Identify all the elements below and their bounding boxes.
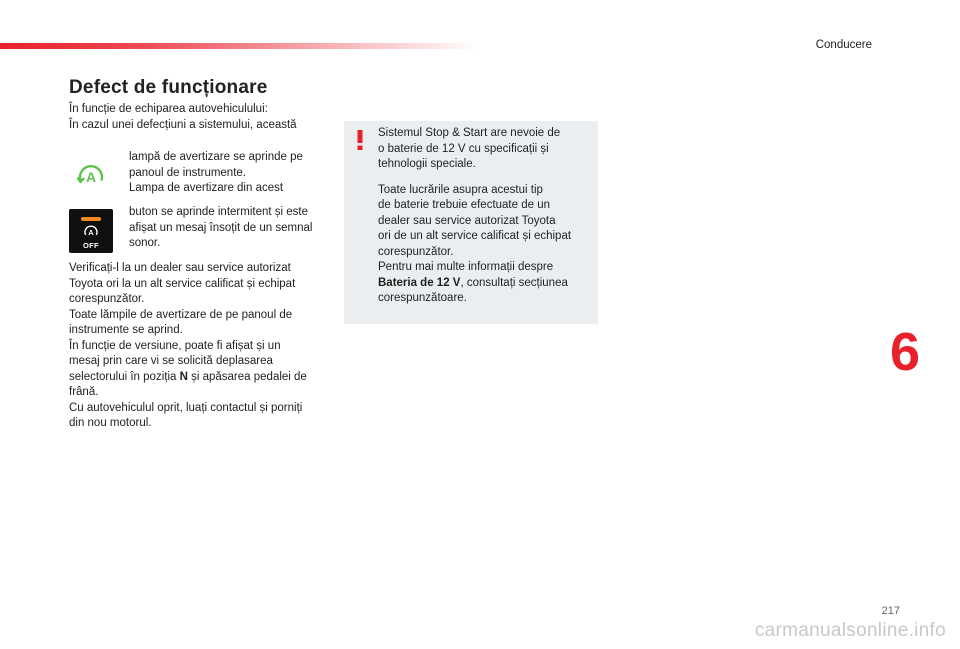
lamp-line: sonor. bbox=[129, 237, 161, 249]
body-text bbox=[69, 261, 331, 432]
watermark: carmanualsonline.info bbox=[754, 620, 946, 641]
ref-suffix: , consultați secțiunea bbox=[460, 276, 568, 289]
lamp-off-text bbox=[129, 205, 329, 252]
body-line: corespunzător. bbox=[69, 293, 145, 305]
battery-reference: Bateria de 12 V bbox=[378, 276, 461, 289]
exclamation-warning-icon bbox=[354, 128, 366, 152]
warning-line: Toate lucrările asupra acestui tip bbox=[378, 183, 543, 196]
body-line: mesaj prin care vi se solicită deplasarea bbox=[69, 355, 273, 367]
intro-text bbox=[69, 102, 339, 133]
page-heading: Defect de funcționare bbox=[69, 77, 268, 98]
intro-line: În cazul unei defecțiuni a sistemului, această bbox=[69, 118, 297, 131]
lamp-icon-letter: A bbox=[85, 169, 97, 185]
body-line: În funcție de versiune, poate fi afișat și un bbox=[69, 339, 281, 352]
warning-line: corespunzător. bbox=[378, 245, 454, 258]
off-button-label: OFF bbox=[83, 241, 99, 250]
warning-line: o baterie de 12 V cu specificații și bbox=[378, 142, 549, 155]
lamp-line: panoul de instrumente. bbox=[129, 166, 246, 179]
warning-line: Pentru mai multe informații despre bbox=[378, 261, 554, 273]
gear-prefix: selectorului în poziția bbox=[69, 370, 180, 383]
warning-line: Sistemul Stop & Start are nevoie de bbox=[378, 127, 561, 139]
lamp-line: Lampa de avertizare din acest bbox=[129, 182, 284, 194]
body-line: Toate lămpile de avertizare de pe panoul de bbox=[69, 308, 293, 321]
body-line: Verificați-l la un dealer sau service autorizat bbox=[69, 262, 291, 274]
gear-suffix: și apăsarea pedalei de bbox=[187, 370, 307, 383]
body-line: frână. bbox=[69, 386, 99, 398]
body-line: Cu autovehiculul oprit, luați contactul și porniți bbox=[69, 401, 303, 414]
lamp-warning-text bbox=[129, 150, 329, 197]
auto-stop-start-warning-icon bbox=[69, 154, 113, 198]
lamp-line: lampă de avertizare se aprinde pe bbox=[129, 151, 303, 163]
body-line: Toyota ori la un alt service calificat și echipat bbox=[69, 277, 296, 290]
warning-text bbox=[378, 126, 590, 307]
warning-line: ori de un alt service calificat și echipat bbox=[378, 230, 572, 242]
header-accent-stripe bbox=[0, 43, 480, 49]
gear-position: N bbox=[179, 370, 188, 383]
lamp-line: buton se aprinde intermitent și este bbox=[129, 206, 308, 218]
warning-line-ref bbox=[378, 276, 590, 292]
off-indicator-bar bbox=[81, 217, 101, 221]
warning-line: de baterie trebuie efectuate de un bbox=[378, 199, 550, 211]
intro-line: În funcție de echiparea autovehiculului: bbox=[69, 103, 268, 115]
warning-line: dealer sau service autorizat Toyota bbox=[378, 214, 556, 227]
lamp-row-off-button bbox=[69, 205, 331, 253]
warning-line: tehnologii speciale. bbox=[378, 158, 476, 170]
chapter-number: 6 bbox=[890, 322, 921, 382]
stop-start-off-button-icon bbox=[69, 209, 113, 253]
body-line-gear bbox=[69, 370, 331, 386]
off-icon-letter: A bbox=[88, 228, 94, 237]
section-title: Conducere bbox=[815, 39, 872, 51]
page-number: 217 bbox=[881, 605, 900, 617]
warning-box bbox=[344, 121, 598, 324]
lamp-line: afișat un mesaj însoțit de un semnal bbox=[129, 221, 313, 234]
body-line: din nou motorul. bbox=[69, 417, 152, 429]
lamp-row-warning bbox=[69, 150, 331, 198]
paragraph-gap bbox=[378, 173, 590, 183]
warning-line: corespunzătoare. bbox=[378, 292, 467, 304]
body-line: instrumente se aprind. bbox=[69, 324, 183, 336]
